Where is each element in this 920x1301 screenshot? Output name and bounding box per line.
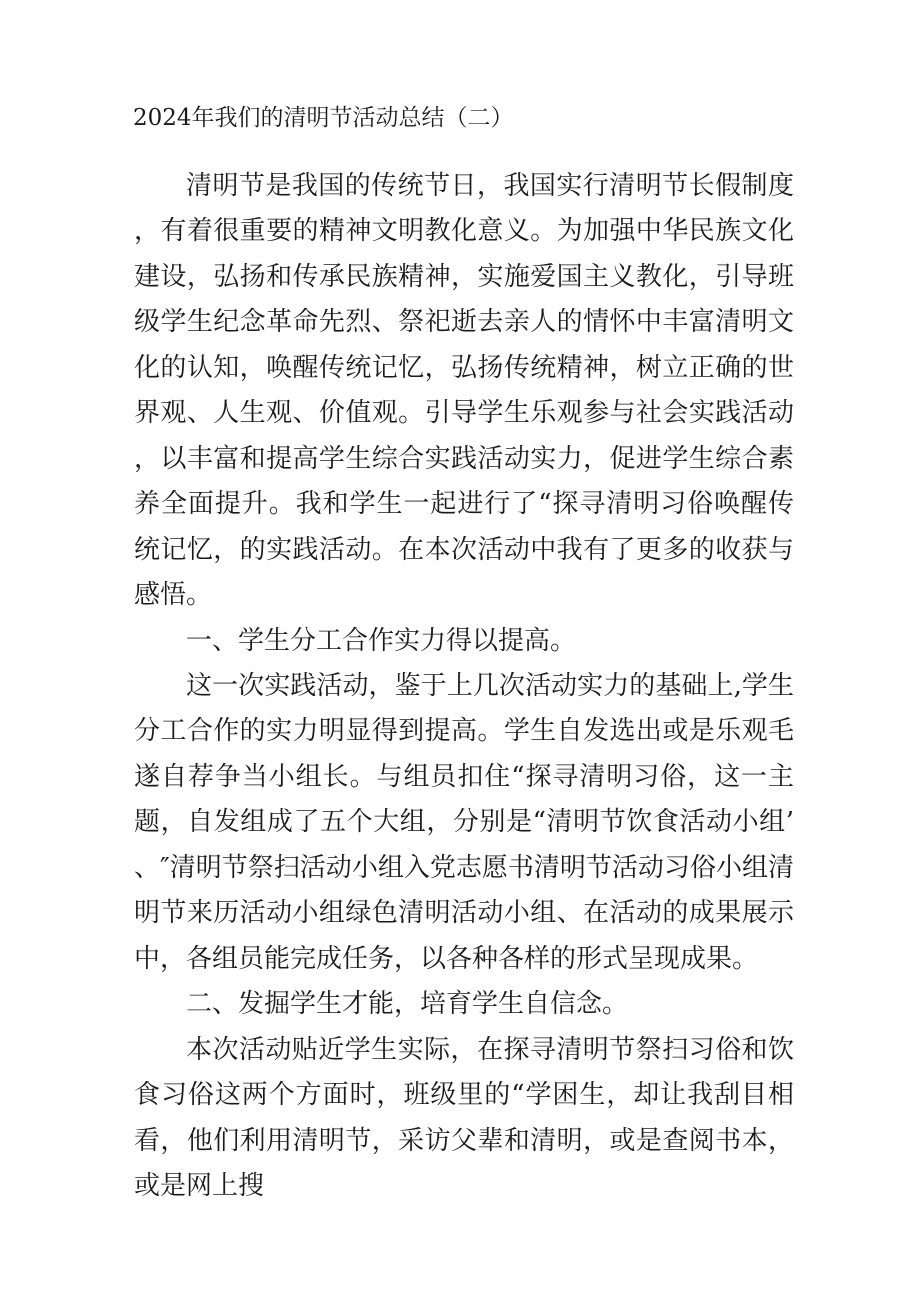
intro-paragraph: 清明节是我国的传统节日，我国实行清明节长假制度，有着很重要的精神文明教化意义。为加强中华民族文化建设，弘扬和传承民族精神，实施爱国主义教化，引导班级学生纪念革命先烈、祭祀逝去亲人的情怀中丰富清明文化的认知，唤醒传统记忆，弘扬传统精神，树立正确的世界观、人生观、价值观。引导学生乐观参与社会实践活动，以丰富和提高学生综合实践活动实力，促进学生综合素养全面提升。我和学生一起进行了“探寻清明习俗唤醒传统记忆，的实践活动。在本次活动中我有了更多的收获与感悟。 bbox=[134, 171, 794, 611]
section-heading-one: 一、学生分工合作实力得以提高。 bbox=[186, 625, 577, 656]
document-title: 2024年我们的清明节活动总结（二） bbox=[133, 105, 514, 131]
section-one-paragraph: 这一次实践活动，鉴于上几次活动实力的基础上,学生分工合作的实力明显得到提高。学生自发选出或是乐观毛遂自荐争当小组长。与组员扣住“探寻清明习俗，这一主题，自发组成了五个大组，分别是“清明节饮食活动小组’、″清明节祭扫活动小组入党志愿书清明节活动习俗小组清明节来历活动小组绿色清明活动小组、在活动的成果展示中，各组员能完成任务，以各种各样的形式呈现成果。 bbox=[134, 670, 794, 974]
section-two-paragraph: 本次活动贴近学生实际，在探寻清明节祭扫习俗和饮食习俗这两个方面时，班级里的“学困生，却让我刮目相看，他们利用清明节，采访父辈和清明，或是查阅书本，或是网上搜 bbox=[134, 1034, 794, 1201]
section-heading-two: 二、发掘学生才能，培育学生自信念。 bbox=[186, 989, 629, 1020]
document-body bbox=[134, 164, 794, 1209]
